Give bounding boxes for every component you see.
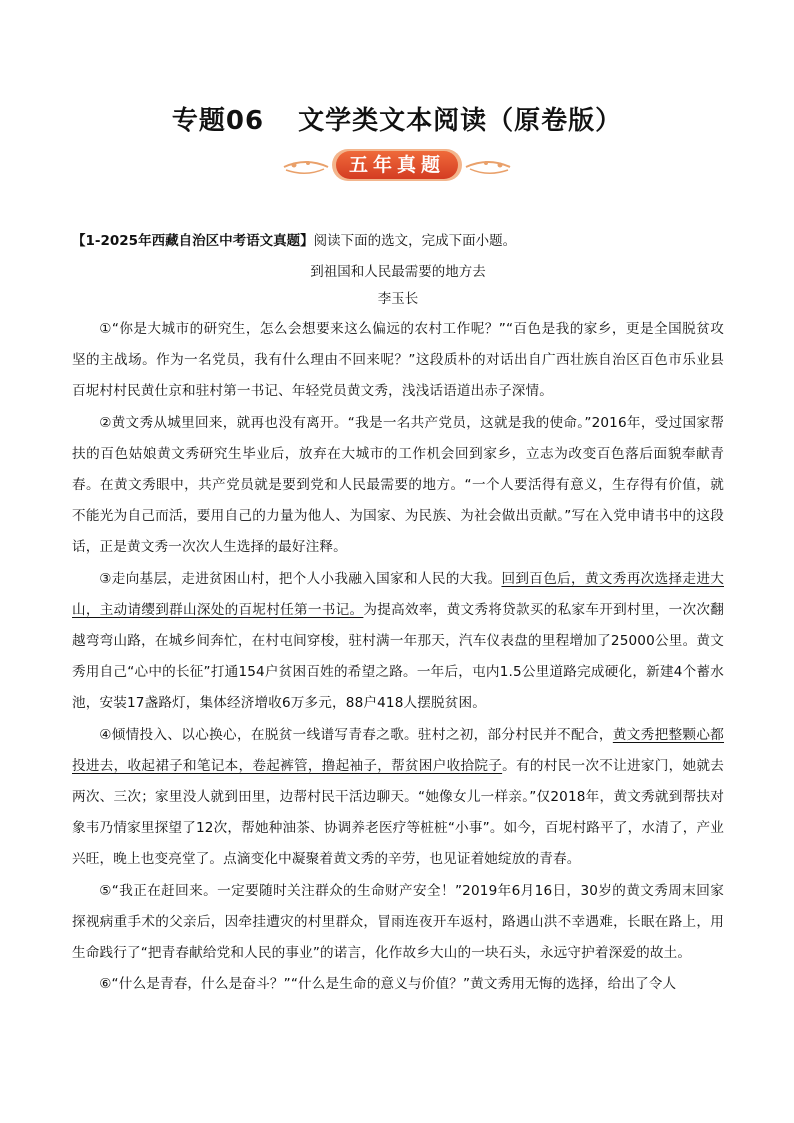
paragraph-text: ③走向基层，走进贫困山村，把个人小我融入国家和人民的大我。 <box>99 570 502 587</box>
paragraph-text: 为提高效率，黄文秀将贷款买的私家车开到村里，一次次翻越弯弯山路，在城乡间奔忙，在村屯间穿梭，驻村满一年那天，汽车仪表盘的里程增加了25000公里。黄文秀用自己“心中的长征”打通154户贫困百姓的希望之路。一年后，屯内1.5公里道路完成硬化，新建4个蓄水池，安装17盏路灯，集体经济增收6万多元，88户418人摆脱贫困。 <box>72 601 724 712</box>
paragraph-1 <box>72 314 724 408</box>
paragraph-text: ⑥“什么是青春，什么是奋斗？”“什么是生命的意义与价值？”黄文秀用无悔的选择，给出了令人 <box>99 976 677 993</box>
paragraph-5 <box>72 876 724 970</box>
topic-title: 文学类文本阅读（原卷版） <box>298 106 623 136</box>
article-paragraphs <box>72 314 724 1000</box>
paragraph-text: ②黄文秀从城里回来，就再也没有离开。“我是一名共产党员，这就是我的使命。”2016年，受过国家帮扶的百色姑娘黄文秀研究生毕业后，放弃在大城市的工作机会回到家乡，立志为改变百色落后面貌奉献青春。在黄文秀眼中，共产党员就是要到党和人民最需要的地方。“一个人要活得有意义，生存得有价值，就不能光为自己而活，要用自己的力量为他人、为国家、为民族、为社会做出贡献。”写在入党申请书中的这段话，正是黄文秀一次次人生选择的最好注释。 <box>72 414 724 556</box>
article-title: 到祖国和人民最需要的地方去 <box>310 264 486 280</box>
underlined-sentence: 回到百色后，黄文秀再次选择走进大山，主动请缨到群山深处的百坭村任第一书记。 <box>72 570 724 618</box>
paragraph-text: ①“你是大城市的研究生，怎么会想要来这么偏远的农村工作呢？”“百色是我的家乡，更是全国脱贫攻坚的主战场。作为一名党员，我有什么理由不回来呢？”这段质朴的对话出自广西壮族自治区百色市乐业县百坭村村民黄仕京和驻村第一书记、年轻党员黄文秀，浅浅话语道出赤子深情。 <box>72 321 724 400</box>
document-body <box>72 230 724 1000</box>
five-year-exam-banner <box>276 147 518 183</box>
paragraph-text: ④倾情投入、以心换心，在脱贫一线谱写青春之歌。驻村之初，部分村民并不配合， <box>99 726 613 743</box>
paragraph-3 <box>72 564 724 720</box>
underlined-sentence: 黄文秀把整颗心都投进去，收起裙子和笔记本，卷起裤管，撸起袖子，帮贫困户收拾院子 <box>72 726 725 774</box>
topic-number: 专题06 <box>171 106 265 136</box>
paragraph-text: ⑤“我正在赶回来。一定要随时关注群众的生命财产安全！”2019年6月16日，30岁的黄文秀周末回家探视病重手术的父亲后，因牵挂遭灾的村里群众，冒雨连夜开车返村，路遇山洪不幸遇难，长眠在路上，用生命践行了“把青春献给党和人民的事业”的诺言，化作故乡大山的一块石头，永远守护着深爱的故土。 <box>72 882 724 962</box>
paragraph-4 <box>72 720 724 876</box>
question-source: 【1-2025年西藏自治区中考语文真题】 <box>72 233 314 249</box>
article-author: 李玉长 <box>377 291 419 307</box>
paragraph-text: 。有的村民一次不让进家门，她就去两次、三次；家里没人就到田里，边帮村民干活边聊天。“她像女儿一样亲。”仅2018年，黄文秀就到帮扶对象韦乃情家里探望了12次，帮她种油茶、协调养老医疗等桩桩“小事”。如今，百坭村路平了，水清了，产业兴旺，晚上也变亮堂了。点滴变化中凝聚着黄文秀的辛劳，也见证着她绽放的青春。 <box>72 757 724 868</box>
banner-label: 五年真题 <box>348 154 445 176</box>
paragraph-6 <box>72 969 724 1000</box>
question-intro <box>72 230 724 252</box>
question-instruction: 阅读下面的选文，完成下面小题。 <box>313 233 517 249</box>
page-title <box>0 100 794 137</box>
paragraph-2 <box>72 408 724 564</box>
